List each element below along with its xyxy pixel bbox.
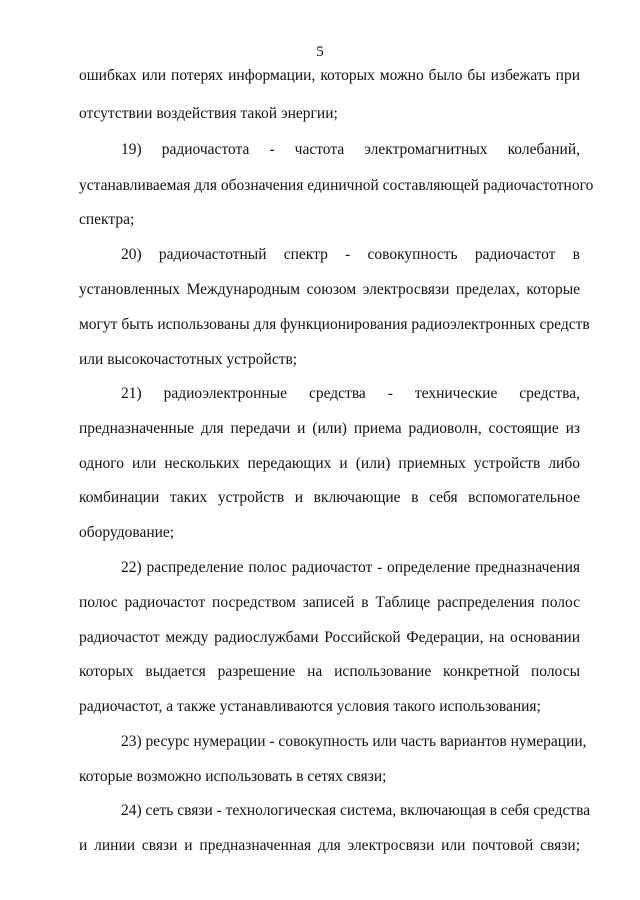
text-line: 22) распределение полос радиочастот - определение предназначения [121,559,580,576]
text-line: отсутствии воздействия такой энергии; [79,105,338,122]
text-line: 19) радиочастота - частота электромагнитных колебаний, [121,141,580,158]
text-line: предназначенные для передачи и (или) приема радиоволн, состоящие из [79,420,580,437]
text-line: радиочастот, а также устанавливаются условия такого использования; [79,698,541,715]
text-line: ошибках или потерях информации, которых можно было бы избежать при [79,67,580,84]
text-line: оборудование; [79,524,175,541]
text-line: или высокочастотных устройств; [79,351,298,368]
text-line: спектра; [79,211,135,228]
text-line: которых выдается разрешение на использование конкретной полосы [79,663,580,680]
text-line: могут быть использованы для функционирования радиоэлектронных средств [79,316,590,333]
text-line: 20) радиочастотный спектр - совокупность радиочастот в [121,246,580,263]
text-line: и линии связи и предназначенная для электросвязи или почтовой связи; [79,837,580,854]
text-line: 24) сеть связи - технологическая система, включающая в себя средства [121,802,591,819]
text-line: 21) радиоэлектронные средства - технические средства, [121,385,580,402]
text-line: устанавливаемая для обозначения единичной составляющей радиочастотного [79,177,594,194]
text-line: 23) ресурс нумерации - совокупность или часть вариантов нумерации, [121,733,587,750]
text-line: установленных Международным союзом электросвязи пределах, которые [79,281,580,298]
page-number: 5 [316,44,324,60]
text-line: радиочастот между радиослужбами Российской Федерации, на основании [79,629,580,646]
text-line: полос радиочастот посредством записей в Таблице распределения полос [79,594,580,611]
text-line: которые возможно использовать в сетях связи; [79,768,387,785]
text-line: комбинации таких устройств и включающие в себя вспомогательное [79,489,580,506]
text-line: одного или нескольких передающих и (или) приемных устройств либо [79,455,580,472]
